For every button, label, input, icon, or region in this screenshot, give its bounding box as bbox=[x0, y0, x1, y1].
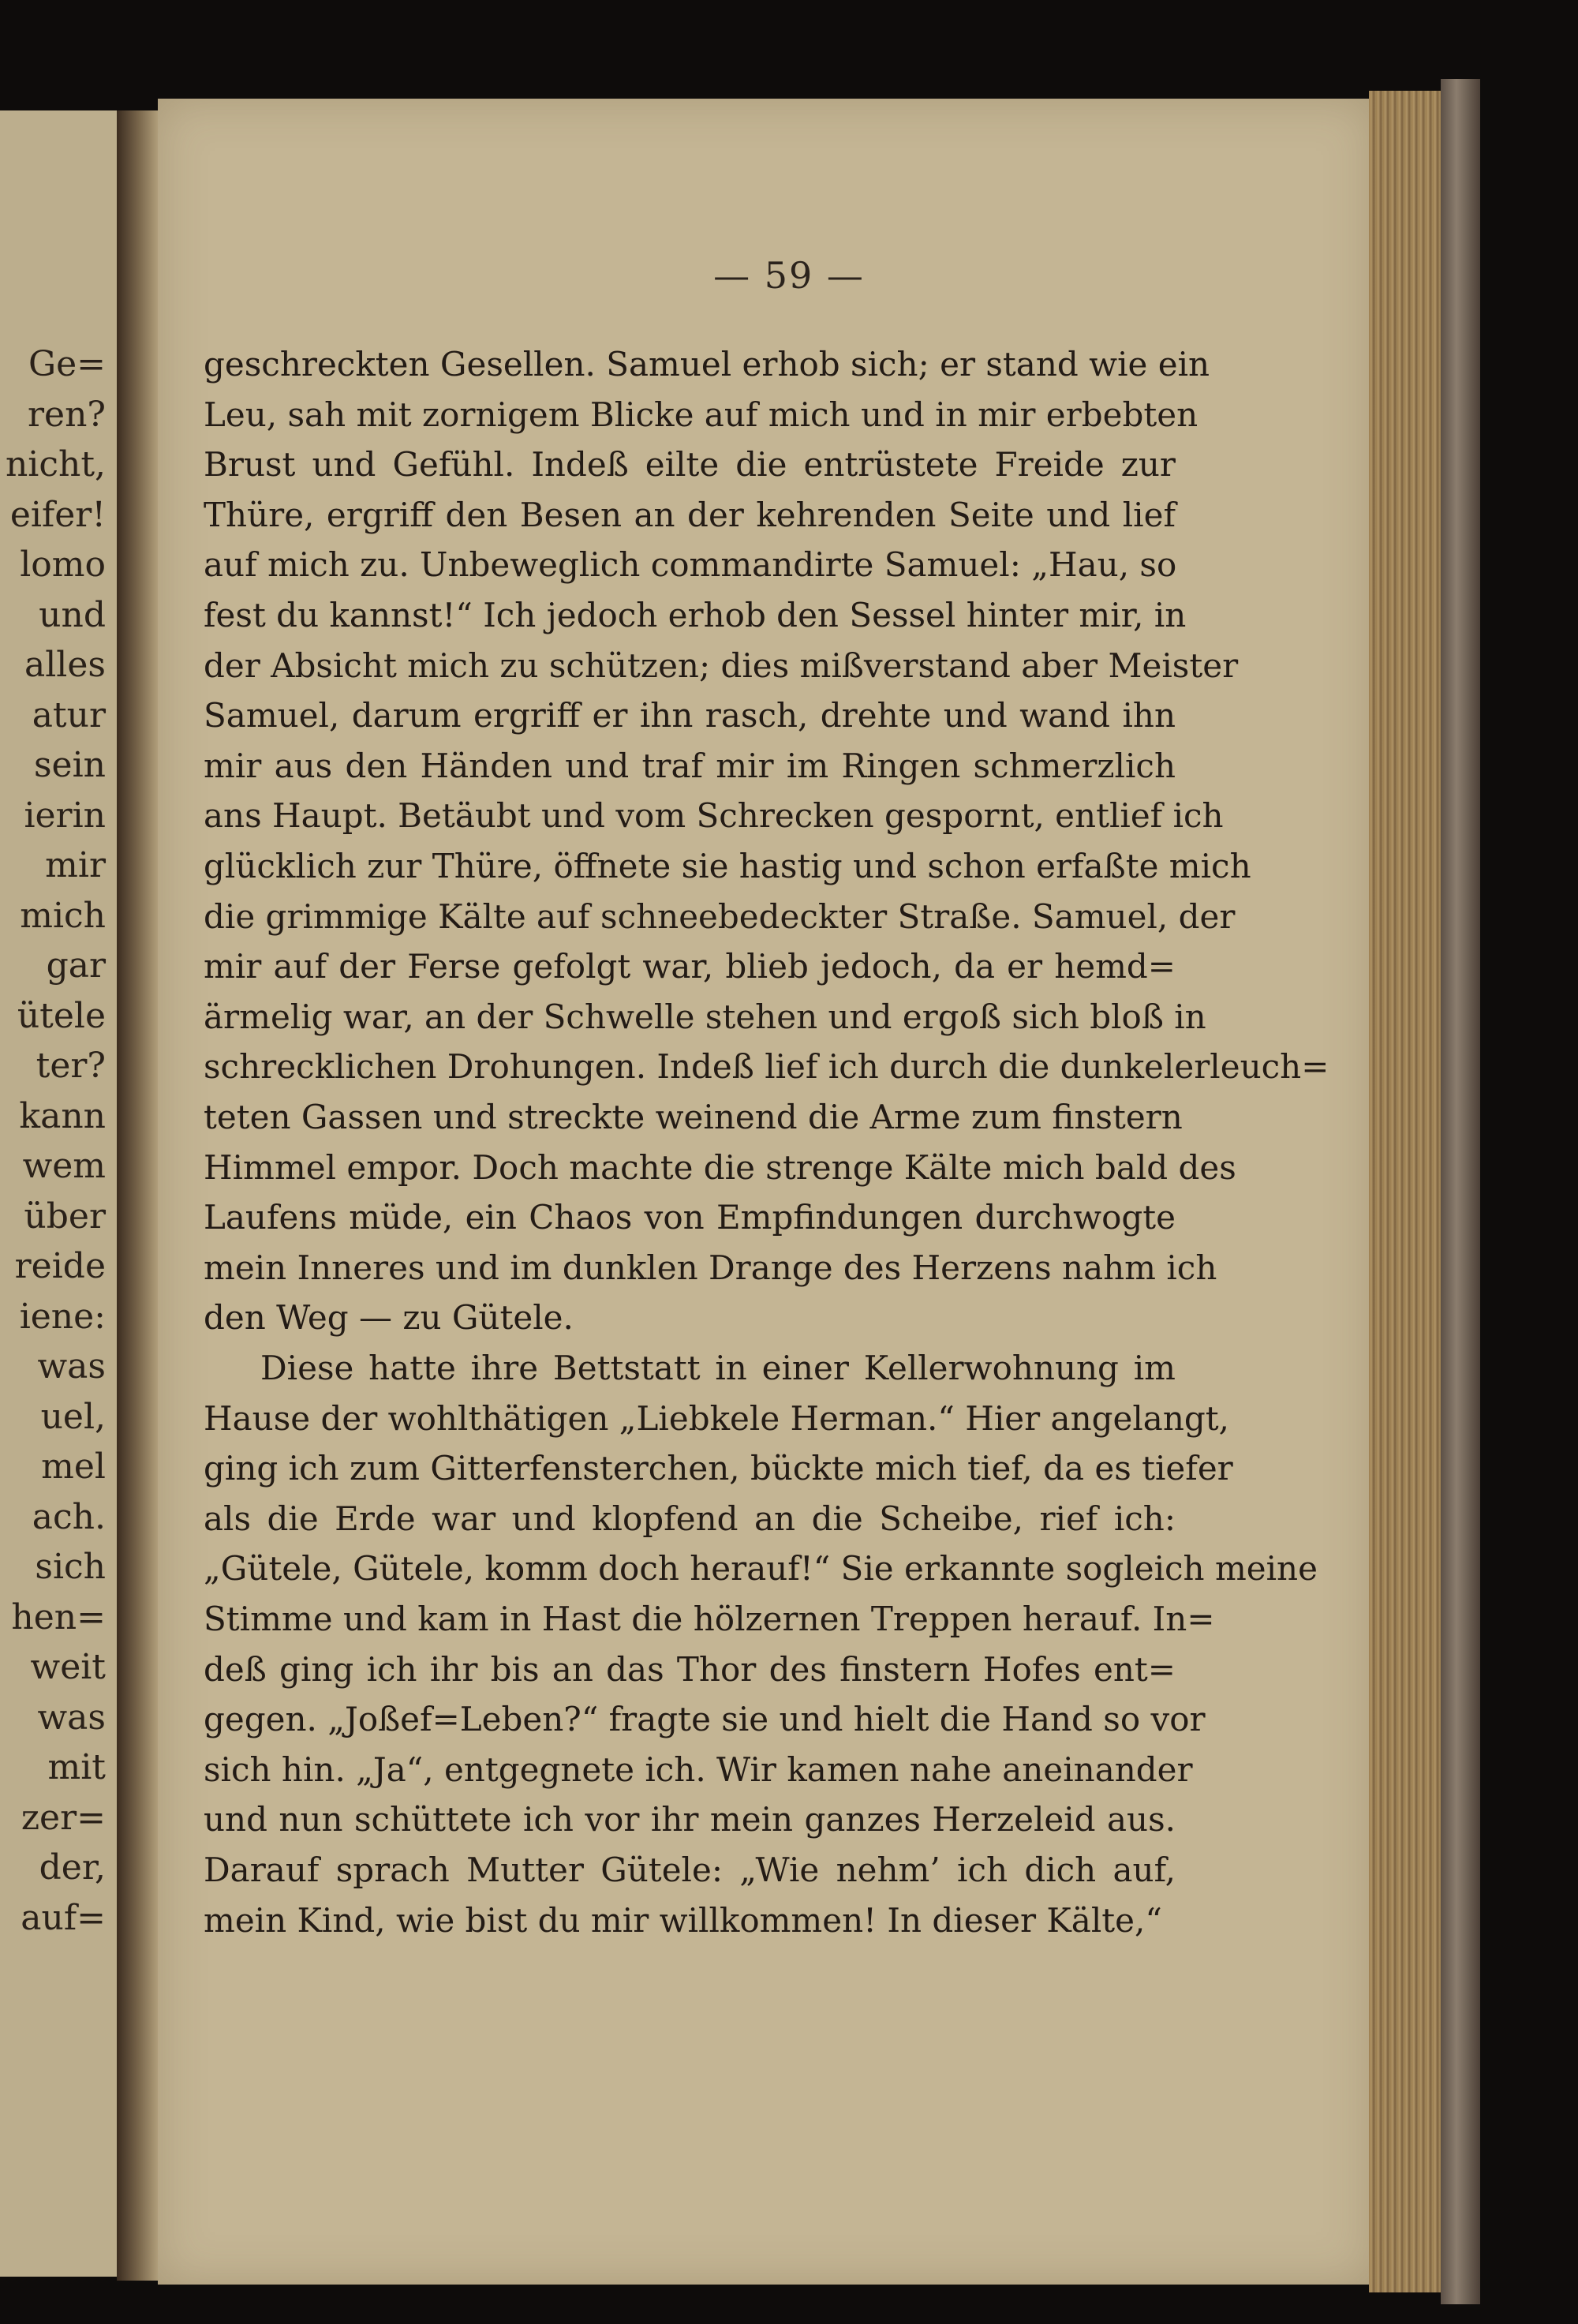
text-line: Leu, sah mit zornigem Blicke auf mich und in mir erbebten bbox=[204, 395, 1198, 434]
text-line: Samuel, darum ergriff er ihn rasch, drehte und wand ihn bbox=[204, 696, 1176, 735]
text-line: mein Inneres und im dunklen Drange des Herzens nahm ich bbox=[204, 1248, 1217, 1287]
left-page-fragment: iene: bbox=[19, 1296, 106, 1337]
left-page-fragment: ach. bbox=[32, 1496, 106, 1537]
left-page-fragment: wem bbox=[22, 1146, 106, 1186]
page-stack-edge bbox=[1369, 91, 1445, 2292]
text-line: teten Gassen und streckte weinend die Arme zum finstern bbox=[204, 1098, 1183, 1136]
text-line: der Absicht mich zu schützen; dies mißverstand aber Meister bbox=[204, 646, 1239, 685]
previous-page-edge bbox=[0, 110, 123, 2277]
text-line: mir auf der Ferse gefolgt war, blieb jedoch, da er hemd= bbox=[204, 947, 1176, 986]
left-page-fragment: und bbox=[39, 594, 106, 635]
text-line: mir aus den Händen und traf mir im Ringen schmerzlich bbox=[204, 746, 1176, 785]
text-line: sich hin. „Ja“, entgegnete ich. Wir kamen nahe aneinander bbox=[204, 1750, 1193, 1789]
text-line: Hause der wohlthätigen „Liebkele Herman.“ Hier angelangt, bbox=[204, 1398, 1230, 1438]
text-line: die grimmige Kälte auf schneebedeckter Straße. Samuel, der bbox=[204, 896, 1236, 936]
left-page-fragment: nicht, bbox=[5, 444, 106, 485]
text-line: deß ging ich ihr bis an das Thor des finstern Hofes ent= bbox=[204, 1649, 1176, 1689]
page-number: — 59 — bbox=[713, 254, 865, 297]
text-line: mein Kind, wie bist du mir willkommen! In dieser Kälte,“ bbox=[204, 1900, 1162, 1940]
text-line: schrecklichen Drohungen. Indeß lief ich durch die dunkelerleuch= bbox=[204, 1047, 1329, 1087]
left-page-fragment: uel, bbox=[40, 1396, 106, 1437]
left-page-fragment: ter? bbox=[36, 1046, 106, 1086]
text-line: als die Erde war und klopfend an die Scheibe, rief ich: bbox=[204, 1499, 1176, 1538]
text-line: ging ich zum Gitterfensterchen, bückte mich tief, da es tiefer bbox=[204, 1449, 1233, 1488]
left-page-fragment: ierin bbox=[24, 795, 106, 836]
text-line: auf mich zu. Unbeweglich commandirte Samuel: „Hau, so bbox=[204, 545, 1177, 585]
left-page-fragment: atur bbox=[32, 694, 106, 735]
text-line: Stimme und kam in Hast die hölzernen Treppen herauf. In= bbox=[204, 1600, 1215, 1638]
book-gutter bbox=[117, 110, 159, 2281]
left-page-fragment: über bbox=[24, 1196, 106, 1237]
left-page-fragment: mich bbox=[20, 895, 106, 936]
left-page-fragment: reide bbox=[14, 1246, 106, 1286]
left-page-fragment: eifer! bbox=[9, 494, 106, 535]
left-page-fragment: hen= bbox=[11, 1596, 106, 1637]
text-line: geschreckten Gesellen. Samuel erhob sich; er stand wie ein bbox=[204, 345, 1210, 384]
left-page-fragment: mel bbox=[41, 1446, 106, 1487]
text-line: Laufens müde, ein Chaos von Empfindungen durchwogte bbox=[204, 1198, 1176, 1237]
left-page-fragment: ren? bbox=[28, 394, 106, 435]
text-line: und nun schüttete ich vor ihr mein ganzes Herzeleid aus. bbox=[204, 1800, 1176, 1839]
text-line: Diese hatte ihre Bettstatt in einer Kellerwohnung im bbox=[260, 1349, 1176, 1387]
left-page-fragment: mir bbox=[45, 845, 106, 885]
left-page-fragment: auf= bbox=[21, 1897, 106, 1938]
left-page-fragment: Ge= bbox=[28, 344, 106, 384]
left-page-fragment: sein bbox=[33, 745, 106, 785]
left-page-fragment: kann bbox=[19, 1095, 106, 1136]
left-page-fragment: lomo bbox=[20, 545, 106, 585]
left-page-fragment: was bbox=[37, 1346, 106, 1387]
text-line: „Gütele, Gütele, komm doch herauf!“ Sie erkannte sogleich meine bbox=[204, 1549, 1318, 1589]
text-line: glücklich zur Thüre, öffnete sie hastig und schon erfaßte mich bbox=[204, 847, 1251, 885]
book-cover-edge bbox=[1441, 79, 1480, 2304]
left-page-fragment: zer= bbox=[21, 1797, 106, 1838]
left-page-fragment: ütele bbox=[17, 995, 106, 1036]
text-line: ärmelig war, an der Schwelle stehen und ergoß sich bloß in bbox=[204, 997, 1206, 1036]
text-line: Brust und Gefühl. Indeß eilte die entrüstete Freide zur bbox=[204, 445, 1176, 485]
text-line: Thüre, ergriff den Besen an der kehrenden Seite und lief bbox=[204, 495, 1176, 534]
left-page-fragment: gar bbox=[46, 945, 106, 986]
left-page-fragment: alles bbox=[24, 645, 106, 685]
text-line: gegen. „Joßef=Leben?“ fragte sie und hielt die Hand so vor bbox=[204, 1700, 1206, 1739]
text-line: Darauf sprach Mutter Gütele: „Wie nehm’ ich dich auf, bbox=[204, 1851, 1176, 1889]
left-page-fragment: sich bbox=[35, 1547, 106, 1587]
left-page-fragment: mit bbox=[47, 1747, 106, 1787]
text-line: ans Haupt. Betäubt und vom Schrecken gespornt, entlief ich bbox=[204, 796, 1224, 836]
text-line: Himmel empor. Doch machte die strenge Kälte mich bald des bbox=[204, 1147, 1236, 1187]
text-line: den Weg — zu Gütele. bbox=[204, 1298, 574, 1338]
left-page-fragment: was bbox=[37, 1697, 106, 1738]
left-page-fragment: der, bbox=[39, 1847, 106, 1888]
text-line: fest du kannst!“ Ich jedoch erhob den Sessel hinter mir, in bbox=[204, 596, 1187, 634]
left-page-fragment: weit bbox=[30, 1647, 106, 1687]
